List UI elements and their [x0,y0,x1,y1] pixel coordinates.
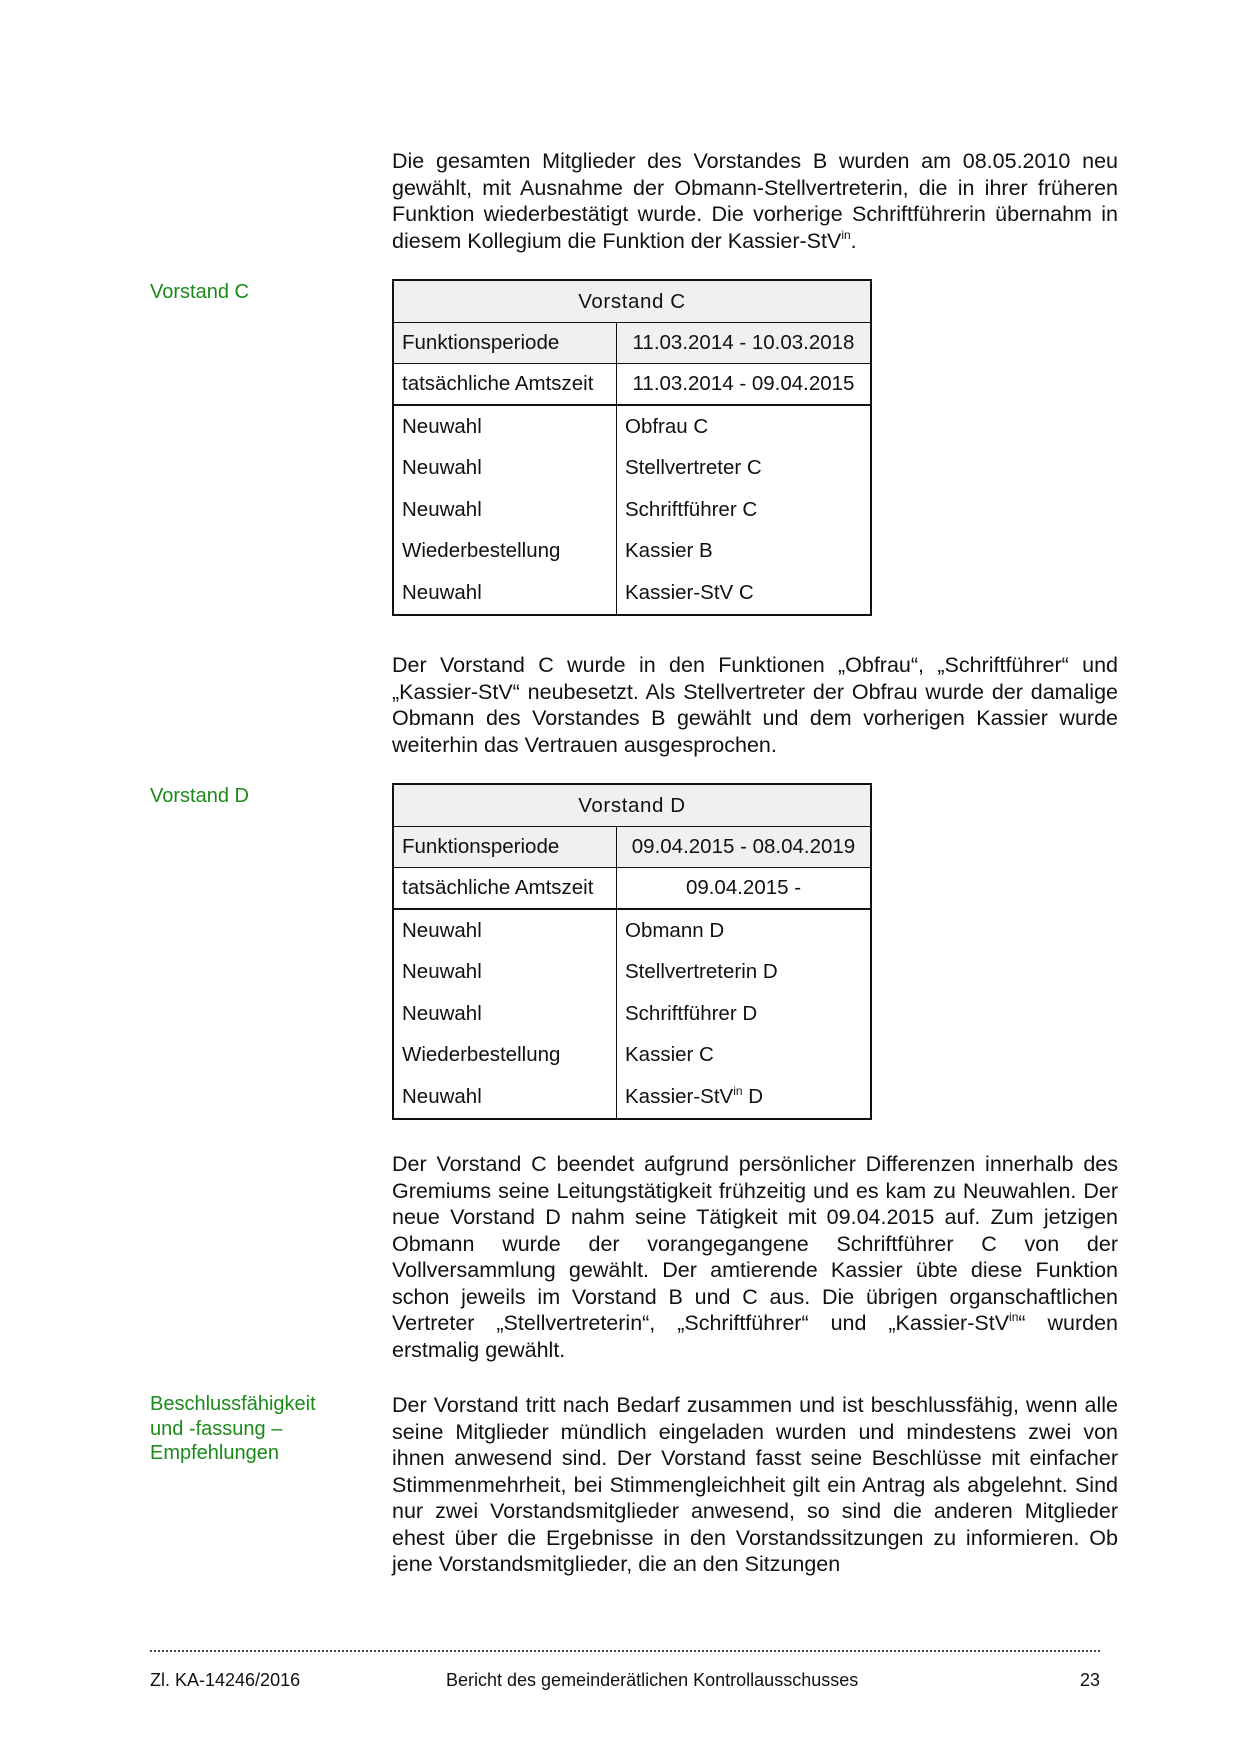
member-role: Obmann D [625,918,725,942]
member-role: Stellvertreterin D [625,960,778,984]
period-label: Funktionsperiode [393,323,617,364]
paragraph-vorstand-c-summary: Der Vorstand C wurde in den Funktionen „Obfrau“, „Schriftführer“ und „Kassier-StV“ neubesetzt. Als Stellvertreter der Obfrau wurde der damalige Obmann des Vorstandes B gewählt und dem vorherigen Kassier wurde weiterhin das Vertrauen ausgesprochen. [392,653,1118,757]
member-type: Neuwahl [393,993,617,1035]
page-number: 23 [1079,1670,1100,1690]
member-type: Neuwahl [393,952,617,994]
paragraph-vorstand-b-summary [392,148,1118,254]
margin-label-beschlussfaehigkeit [150,1392,360,1466]
member-role: Schriftführer D [625,1001,758,1025]
table-row [393,993,871,1035]
table-row-amtszeit [393,364,871,406]
superscript: in [841,227,851,242]
paragraph-text: Der Vorstand C beendet aufgrund persönlicher Differenzen innerhalb des Gremiums seine Leitungstätigkeit frühzeitig und es kam zu Neuwahlen. Der neue Vorstand D nahm seine Tätigkeit mit 09.04.2015 auf. Zum jetzigen Obmann wurde der vorangegangene Schriftführer C von der Vollversammlung gewählt. Der amtierende Kassier übte diese Funktion schon jeweils im Vorstand B und C aus. Die übrigen organschaftlichen Vertreter „Stellvertreterin“, „Schriftführer“ und „Kassier-StV [392,1152,1118,1335]
superscript: in [1009,1310,1019,1324]
member-type: Neuwahl [393,489,617,531]
table-row-funktionsperiode [393,827,871,868]
member-role: Kassier C [625,1043,714,1067]
page-footer [150,1670,1100,1694]
table-row-funktionsperiode [393,323,871,364]
member-role-tail: D [742,1084,764,1108]
table-title: Vorstand D [393,784,871,827]
paragraph-tail: . [850,228,857,253]
period-label: Funktionsperiode [393,827,617,868]
member-role: Kassier-StV C [625,580,754,604]
member-type: Wiederbestellung [393,531,617,573]
amtszeit-label: tatsächliche Amtszeit [393,364,617,406]
table-title-row [393,784,871,827]
table-row [393,952,871,994]
table-row [393,489,871,531]
footer-dotted-divider [150,1650,1100,1652]
table-row-amtszeit [393,868,871,910]
superscript: in [733,1083,743,1098]
member-role: Obfrau C [625,414,709,438]
margin-label-line: Empfehlungen [150,1442,279,1464]
paragraph-tail: “ wurden erstmalig gewählt. [392,1311,1118,1362]
member-type: Neuwahl [393,1076,617,1119]
table-vorstand-d [392,783,872,1120]
table-row [393,531,871,573]
margin-label-vorstand-d: Vorstand D [150,785,249,807]
period-value: 11.03.2014 - 10.03.2018 [617,323,872,364]
table-title: Vorstand C [393,280,871,323]
table-row [393,405,871,448]
member-role: Stellvertreter C [625,456,762,480]
table-row [393,909,871,952]
table-vorstand-c [392,279,872,616]
amtszeit-value: 11.03.2014 - 09.04.2015 [617,364,872,406]
member-type: Wiederbestellung [393,1035,617,1077]
footer-reference: Zl. KA-14246/2016 [150,1670,301,1690]
member-role: Schriftführer C [625,497,758,521]
margin-label-line: und -fassung – [150,1417,283,1440]
paragraph-beschlussfaehigkeit: Der Vorstand tritt nach Bedarf zusammen und ist beschlussfähig, wenn alle seine Mitglieder mündlich eingeladen wurden und mindestens zwei von ihnen anwesend sind. Der Vorstand fasst seine Beschlüsse mit einfacher Stimmenmehrheit, bei Stimmengleichheit gilt ein Antrag als abgelehnt. Sind nur zwei Vorstandsmitglieder anwesend, so sind die anderen Mitglieder ehest über die Ergebnisse in den Vorstandssitzungen zu informieren. Ob jene Vorstandsmitglieder, die an den Sitzungen [392,1393,1118,1576]
amtszeit-label: tatsächliche Amtszeit [393,868,617,910]
member-type: Neuwahl [393,448,617,490]
member-type: Neuwahl [393,572,617,615]
footer-title: Bericht des gemeinderätlichen Kontrollausschusses [446,1670,859,1690]
table-row [393,572,871,615]
paragraph-vorstand-d-summary [392,1151,1118,1363]
member-role: Kassier B [625,539,713,563]
table-row [393,1076,871,1119]
member-type: Neuwahl [393,405,617,448]
table-row [393,1035,871,1077]
paragraph-text: Die gesamten Mitglieder des Vorstandes B wurden am 08.05.2010 neu gewählt, mit Ausnahme der Obmann-Stellvertreterin, die in ihrer früheren Funktion wiederbestätigt wurde. Die vorherige Schriftführerin übernahm in diesem Kollegium die Funktion der Kassier-StV [392,149,1118,253]
table-row [393,448,871,490]
period-value: 09.04.2015 - 08.04.2019 [617,827,872,868]
member-role [617,1076,872,1119]
margin-label-vorstand-c: Vorstand C [150,281,249,303]
member-type: Neuwahl [393,909,617,952]
amtszeit-value: 09.04.2015 - [617,868,872,910]
member-role-text: Kassier-StV [625,1084,734,1108]
table-title-row [393,280,871,323]
margin-label-line: Beschlussfähigkeit [150,1393,316,1415]
